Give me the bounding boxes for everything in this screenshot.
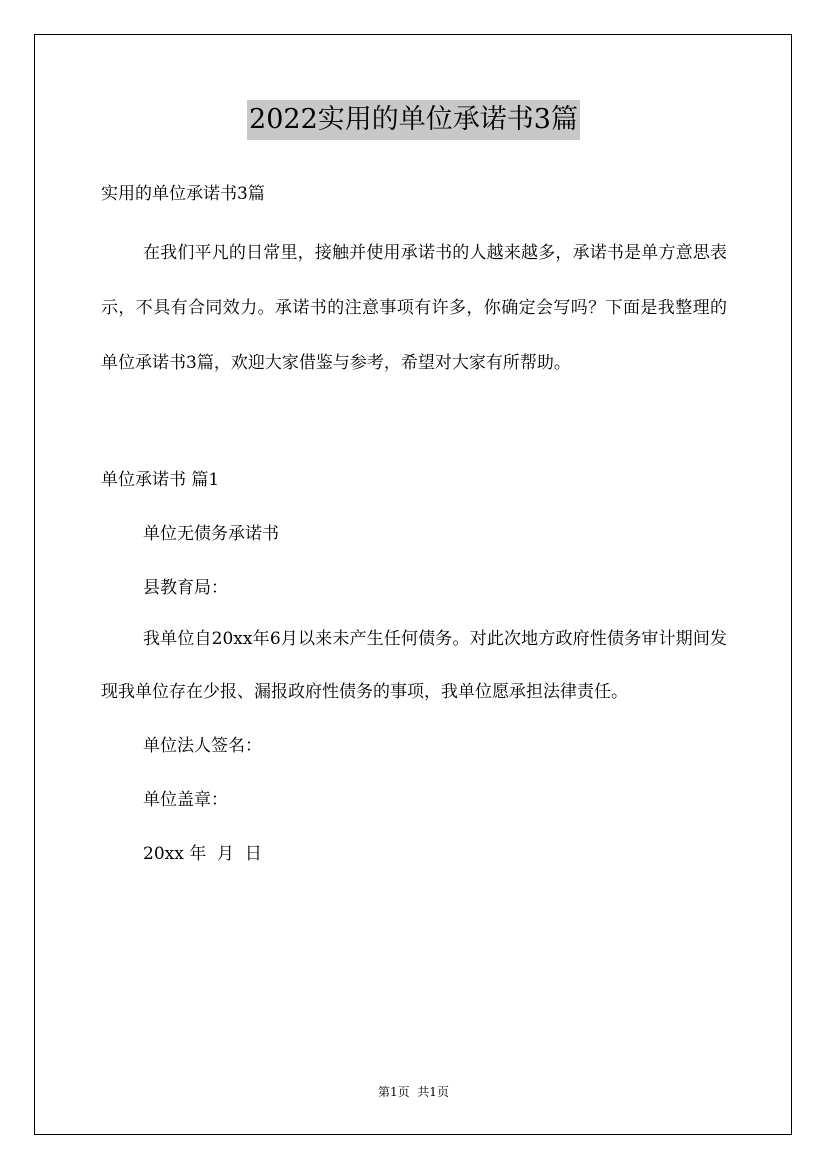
intro-paragraph: 在我们平凡的日常里，接触并使用承诺书的人越来越多，承诺书是单方意思表示，不具有合同效力。承诺书的注意事项有许多，你确定会写吗？下面是我整理的单位承诺书3篇，欢迎大家借鉴与参考，希望对大家有所帮助。 [101, 243, 727, 373]
unit-seal: 单位盖章： [143, 790, 228, 810]
section-doc-title: 单位无债务承诺书 [143, 524, 279, 544]
document-title: 2022实用的单位承诺书3篇 [247, 100, 580, 140]
legal-representative-signature: 单位法人签名： [143, 736, 262, 756]
addressee: 县教育局： [143, 578, 228, 598]
date-line: 20xx 年 月 日 [143, 844, 262, 864]
document-body [101, 176, 727, 881]
title-wrap [0, 100, 827, 140]
subtitle: 实用的单位承诺书3篇 [101, 184, 265, 204]
section-heading: 单位承诺书 篇1 [101, 470, 220, 490]
page-footer: 第1页 共1页 [378, 1085, 449, 1099]
section-body-paragraph: 我单位自20xx年6月以来未产生任何债务。对此次地方政府性债务审计期间发现我单位存在少报、漏报政府性债务的事项，我单位愿承担法律责任。 [101, 629, 727, 702]
